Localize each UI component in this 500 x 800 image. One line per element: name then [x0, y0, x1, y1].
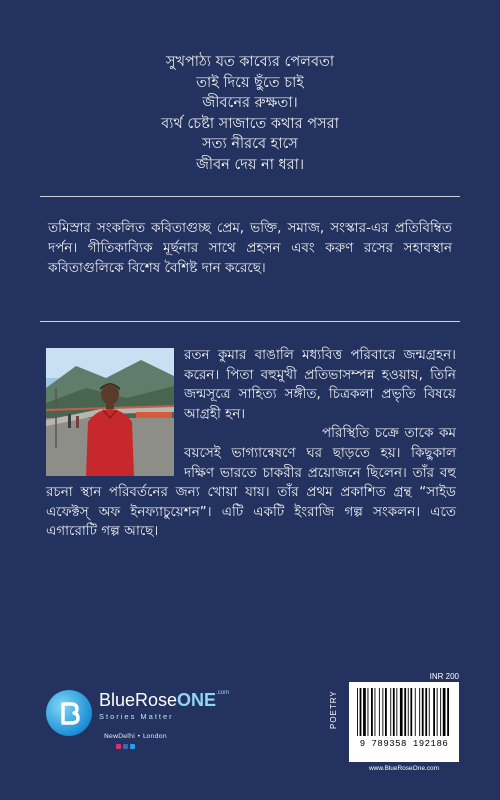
poem-line: সুখপাঠ্য যত কাব্যের পেলবতা	[165, 54, 335, 70]
b-letter-icon	[54, 698, 84, 728]
facebook-icon	[123, 744, 128, 749]
publisher-tagline: Stories Matter	[99, 712, 174, 721]
poem-line: ব্যর্থ চেষ্টা সাজাতে কথার পসরা	[161, 115, 339, 132]
brand-main: BlueRose	[99, 690, 178, 710]
brand-suffix: .com	[216, 690, 230, 696]
instagram-icon	[116, 744, 121, 749]
author-bio	[46, 346, 456, 542]
poem-line: তাই দিয়ে ছুঁতে চাই	[196, 74, 304, 91]
book-description: তমিস্রার সংকলিত কবিতাগুচ্ছ প্রেম, ভক্তি, সমাজ, সংস্কার-এর প্রতিবিম্বিত দর্পন। গীতিকাব্যিক মূর্ছনার সাথে প্রহসন এবং করুণ রসের সহাবস্থান কবিতাগুলিকে বিশেষ বৈশিষ্ট দান করেছে।	[48, 220, 452, 276]
social-icons	[116, 744, 135, 749]
divider-top	[40, 196, 460, 197]
poem-line: জীবন দেয় না ধরা।	[195, 156, 305, 173]
barcode-bars	[349, 682, 459, 740]
publisher-logo	[46, 686, 246, 756]
publisher-website: www.BlueRoseOne.com	[368, 765, 440, 772]
genre-label: POETRY	[329, 690, 338, 729]
bluerose-logo-icon	[46, 690, 92, 736]
price-label: INR 200	[429, 672, 459, 681]
isbn-barcode	[349, 682, 459, 762]
twitter-icon	[130, 744, 135, 749]
bio-paragraph-2: পরিস্থিতি চক্রে তাকে কম বয়সেই ভাগ্যান্বেষণে ঘর ছাড়তে হয়। কিছুকাল দক্ষিণ ভারতে চাকরীর প্রয়োজনে ছিলেন। তাঁর বহু রচনা স্থান পরিবর্তনের জন্য খোয়া যায়। তাঁর প্রথম প্রকাশিত গ্রন্থ “সাইড এফেক্টস্ অফ ইনফ্যাচুয়েশন”। এটি একটি ইংরাজি গল্প সংকলন। এতে এগারোটি গল্প আছে।	[46, 425, 456, 540]
publisher-name	[99, 690, 229, 721]
divider-middle	[40, 321, 460, 322]
isbn-number: 9 789358 192186	[359, 739, 449, 749]
poem-block	[0, 52, 500, 175]
poem-line: সত্য নীরবে হাসে	[202, 136, 298, 152]
bio-paragraph-1: রতন কুমার বাঙালি মধ্যবিত্ত পরিবারে জন্মগ্রহন। করেন। পিতা বহুমুখী প্রতিভাসম্পন্ন হওয়ায়, তিনি জন্মসূত্রে সাহিত্য সঙ্গীত, চিত্রকলা প্রভৃতি বিষয়ে আগ্রহী হন।	[184, 347, 456, 422]
poem-line: জীবনের রুক্ষতা।	[202, 95, 298, 111]
brand-accent: ONE	[177, 690, 217, 710]
publisher-brand	[99, 690, 229, 711]
photo-spacer	[46, 346, 184, 482]
publisher-cities: NewDelhi • London	[104, 732, 167, 740]
